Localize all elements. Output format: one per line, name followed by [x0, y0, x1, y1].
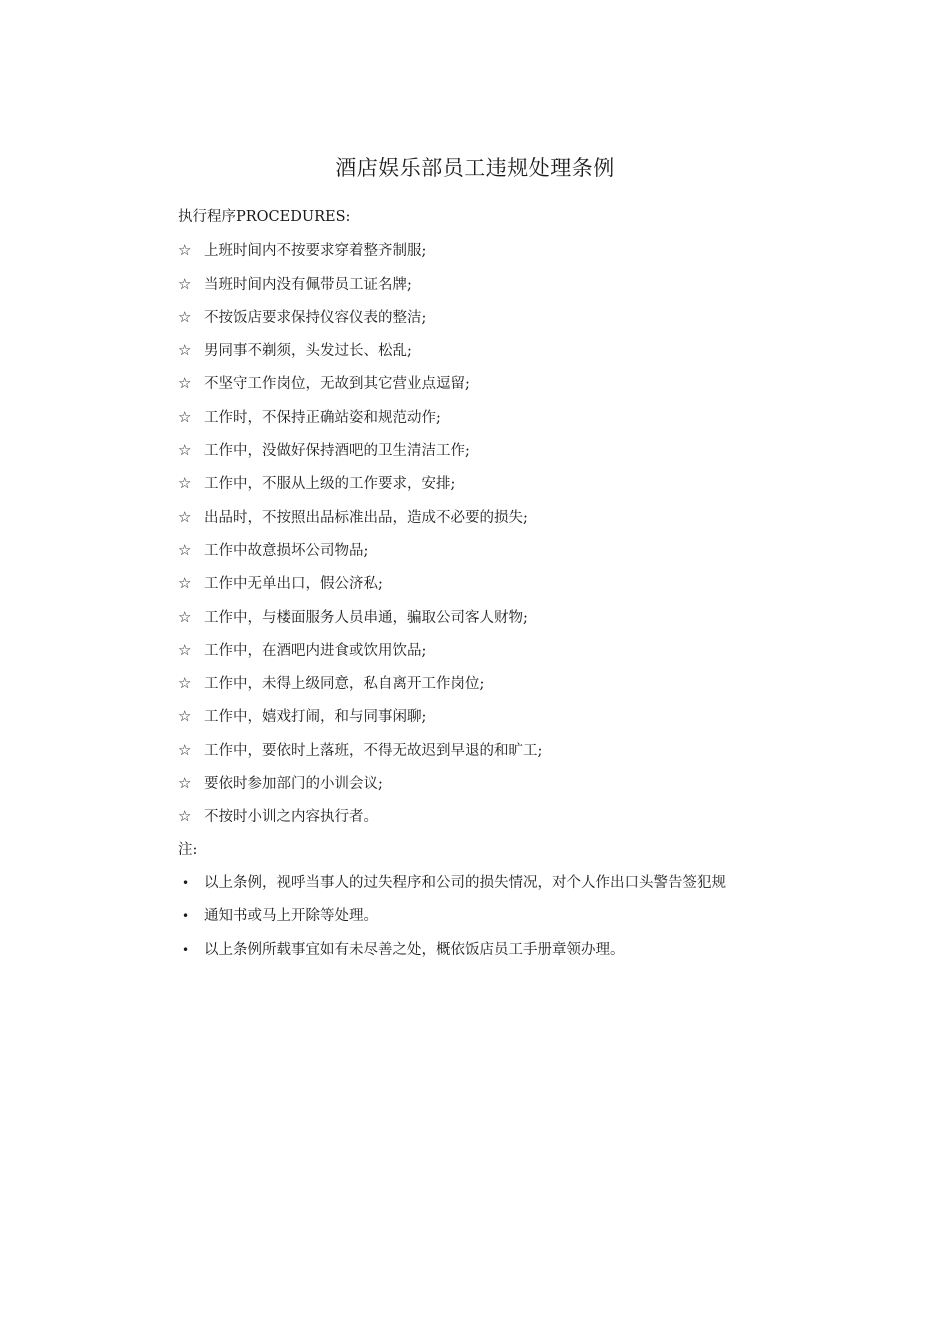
rule-item — [178, 671, 878, 704]
star-icon: ☆ — [178, 507, 192, 526]
star-icon: ☆ — [178, 674, 192, 693]
rule-text: 要依时参加部门的小训会议; — [204, 776, 383, 793]
rule-item — [178, 305, 878, 338]
star-icon: ☆ — [178, 241, 192, 260]
star-icon: ☆ — [178, 474, 192, 493]
rule-text: 不按饭店要求保持仪容仪表的整洁; — [204, 309, 427, 326]
rule-item — [178, 804, 878, 837]
rule-text: 工作中，要依时上落班，不得无故迟到早退的和旷工; — [204, 742, 543, 759]
rule-text: 工作中，没做好保持酒吧的卫生清洁工作; — [204, 443, 470, 460]
rule-text: 工作中，不服从上级的工作要求，安排; — [204, 476, 456, 493]
star-icon: ☆ — [178, 807, 192, 826]
bullet-icon: • — [182, 909, 190, 924]
star-icon: ☆ — [178, 640, 192, 659]
note-text: 以上条例，视呼当事人的过失程序和公司的损失情况，对个人作出口头警告签犯规 — [204, 874, 726, 891]
document-body — [178, 205, 878, 971]
rule-text: 工作中，未得上级同意，私自离开工作岗位; — [204, 676, 485, 693]
note-item — [178, 938, 878, 971]
rule-text: 工作时，不保持正确站姿和规范动作; — [204, 409, 441, 426]
rule-text: 工作中，与楼面服务人员串通，骗取公司客人财物; — [204, 609, 528, 626]
rules-list — [178, 238, 878, 837]
rule-item — [178, 538, 878, 571]
star-icon: ☆ — [178, 374, 192, 393]
note-text: 以上条例所载事宜如有未尽善之处，概依饭店员工手册章领办理。 — [204, 941, 625, 958]
star-icon: ☆ — [178, 407, 192, 426]
rule-item — [178, 605, 878, 638]
rule-item — [178, 338, 878, 371]
note-item — [178, 904, 878, 937]
rule-item — [178, 771, 878, 804]
rule-text: 工作中，嬉戏打闹，和与同事闲聊; — [204, 709, 427, 726]
rule-text: 工作中，在酒吧内进食或饮用饮品; — [204, 642, 427, 659]
rule-item — [178, 272, 878, 305]
rule-text: 不坚守工作岗位，无故到其它营业点逗留; — [204, 376, 470, 393]
bullet-icon: • — [182, 875, 190, 890]
star-icon: ☆ — [178, 540, 192, 559]
rule-item — [178, 405, 878, 438]
rule-item — [178, 571, 878, 604]
rule-text: 当班时间内没有佩带员工证名牌; — [204, 276, 412, 293]
rule-text: 上班时间内不按要求穿着整齐制服; — [204, 243, 427, 260]
rule-text: 工作中故意损坏公司物品; — [204, 542, 369, 559]
rule-item — [178, 704, 878, 737]
star-icon: ☆ — [178, 441, 192, 460]
star-icon: ☆ — [178, 607, 192, 626]
rule-text: 出品时，不按照出品标准出品，造成不必要的损失; — [204, 509, 528, 526]
rule-item — [178, 438, 878, 471]
star-icon: ☆ — [178, 774, 192, 793]
procedures-heading: 执行程序PROCEDURES: — [178, 209, 351, 225]
rule-text: 不按时小训之内容执行者。 — [204, 809, 378, 826]
rule-item — [178, 505, 878, 538]
rule-item — [178, 738, 878, 771]
rule-item — [178, 238, 878, 271]
note-text: 通知书或马上开除等处理。 — [204, 908, 378, 925]
rule-text: 男同事不剃须，头发过长、松乱; — [204, 343, 412, 360]
rule-item — [178, 638, 878, 671]
star-icon: ☆ — [178, 740, 192, 759]
rule-item — [178, 471, 878, 504]
note-item — [178, 871, 878, 904]
notes-heading: 注: — [178, 841, 198, 858]
document-title: 酒店娱乐部员工违规处理条例 — [335, 156, 615, 180]
bullet-icon: • — [182, 942, 190, 957]
star-icon: ☆ — [178, 707, 192, 726]
notes-list — [178, 871, 878, 971]
rule-text: 工作中无单出口，假公济私; — [204, 576, 383, 593]
star-icon: ☆ — [178, 274, 192, 293]
star-icon: ☆ — [178, 341, 192, 360]
star-icon: ☆ — [178, 574, 192, 593]
rule-item — [178, 371, 878, 404]
star-icon: ☆ — [178, 307, 192, 326]
